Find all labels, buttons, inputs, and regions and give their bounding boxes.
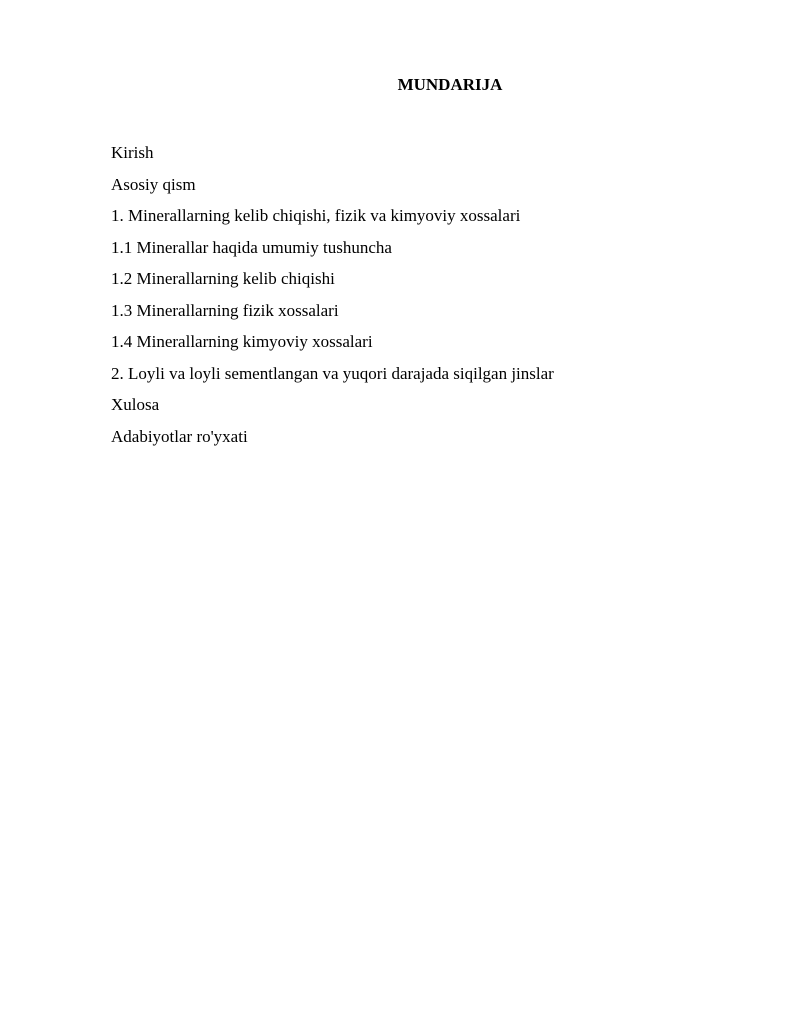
toc-item-section-1-1: 1.1 Minerallar haqida umumiy tushuncha	[111, 237, 392, 257]
toc-item-xulosa: Xulosa	[111, 395, 160, 414]
page-title: MUNDARIJA	[397, 75, 503, 94]
toc-item-section-1: 1. Minerallarning kelib chiqishi, fizik va kimyoviy xossalari	[111, 206, 521, 225]
table-of-contents	[111, 137, 554, 452]
toc-item-kirish: Kirish	[111, 143, 154, 162]
toc-item-section-1-2: 1.2 Minerallarning kelib chiqishi	[111, 269, 335, 288]
toc-item-section-1-4: 1.4 Minerallarning kimyoviy xossalari	[111, 332, 373, 351]
toc-item-section-1-3: 1.3 Minerallarning fizik xossalari	[111, 300, 339, 320]
toc-item-section-2: 2. Loyli va loyli sementlangan va yuqori darajada siqilgan jinslar	[111, 363, 554, 383]
toc-item-asosiy-qism: Asosiy qism	[111, 174, 196, 194]
toc-item-adabiyotlar: Adabiyotlar ro'yxati	[111, 426, 248, 446]
